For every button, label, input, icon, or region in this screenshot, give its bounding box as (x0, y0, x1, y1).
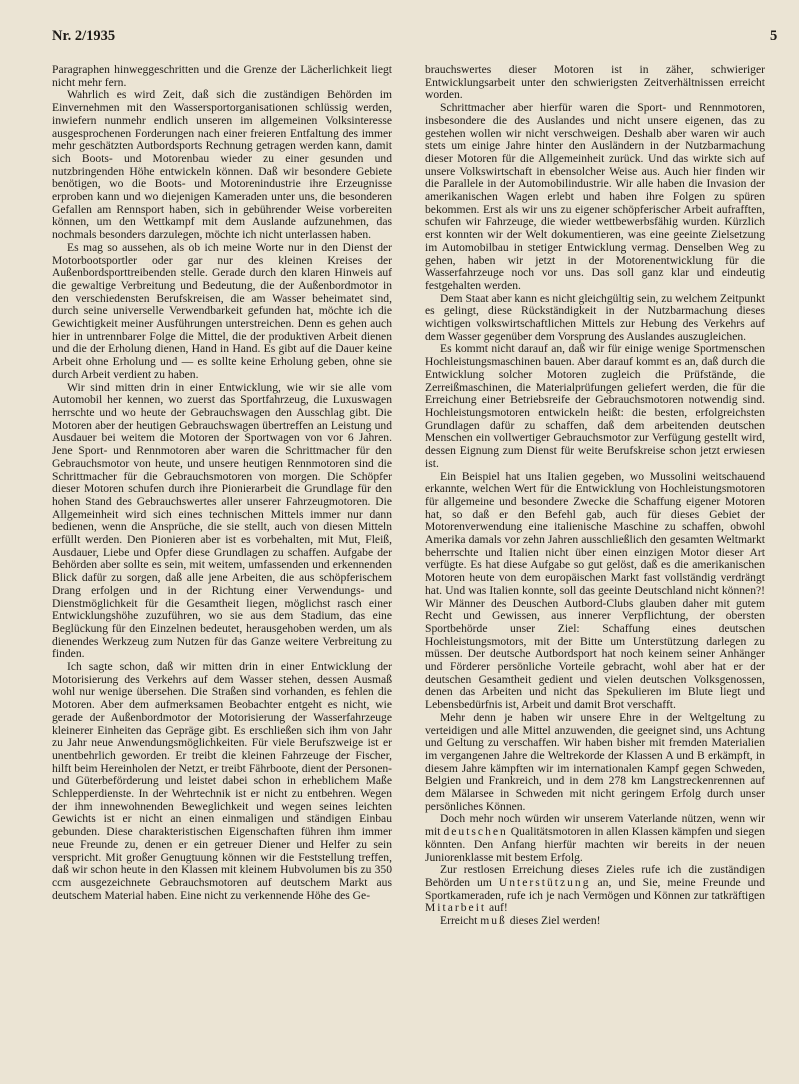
closing-paragraph-2: Zur restlosen Erreichung dieses Zieles rufe ich die zuständigen Behörden um Unterstützung an, und Sie, meine Freunde und Sportkameraden, rufe ich je nach Vermögen und Können zur tatkräftigen Mitarbeit auf! (425, 863, 766, 915)
paragraph: Ich sagte schon, daß wir mitten drin in einer Entwicklung der Motorisierung des Verkehrs auf dem Wasser stehen, dessen Ausmaß wohl nur wenige übersehen. Die Straßen sind vorhanden, es fehlen die Motoren. Aber dem aufmerksamen Beobachter entgeht es nicht, wie gerade der Außenbordmotor der Motorisierung der Wasserfahrzeuge kleinerer Einheiten das Gepräge gibt. Es erschließen sich ihm von Jahr zu Jahr neue Anwendungsmöglichkeiten. Für viele Berufszweige ist er unentbehrlich geworden. Er treibt die kleinen Fahrzeuge der Fischer, hilft beim Hereinholen der Netzt, er treibt Fährboote, dient der Personen- und Güterbeförderung und leistet dabei schon in erheblichem Maße Schlepperdienste. In der Wehrtechnik ist er nicht zu entbehren. Wegen der ihm innewohnenden Beweglichkeit und wegen seines leichten Gewichts ist er nicht an einen einmaligen und ständigen Einbau gebunden. Diese charakteristischen Eigenschaften führen ihm immer neue Freunde zu, denen er ein getreuer Diener und Helfer zu sein verspricht. Mit großer Genugtuung können wir die Feststellung treffen, daß wir schon heute in den Klassen mit kleinem Hubvolumen bis zu 350 ccm ausgezeichnete Gebrauchsmotoren auf deutschem Markt aus deutschem Material haben. Eine nicht zu verkennende Höhe des Ge- (52, 660, 392, 902)
issue-number: Nr. 2/1935 (52, 28, 116, 44)
emphasis: deutschen (443, 825, 508, 839)
paragraph: Mehr denn je haben wir unsere Ehre in der Weltgeltung zu verteidigen und alle Mittel anzuwenden, die geeignet sind, uns Achtung und Geltung zu verschaffen. Wir haben bisher mit fremden Materialien im vergangenen Jahre die Weltrekorde der Klassen A und B erkämpft, in diesem Jahre kämpften wir im internationalen Kampf gegen Schweden, Belgien und Frankreich, und in dem 278 km Langstreckenrennen auf dem Mälarsee in Schweden mit nicht geringem Erfolg durch unser persönliches Können. (425, 710, 765, 813)
closing-paragraph-3: Erreicht muß dieses Ziel werden! (440, 914, 601, 928)
closing-paragraph-1: Doch mehr noch würden wir unserem Vaterlande nützen, wenn wir mit deutschen Qualitätsmotoren in allen Klassen kämpfen und siegen könnten. Den Anfang hierfür machten wir bereits in der neuen Juniorenklasse mit bestem Erfolg. (425, 812, 766, 864)
paragraph: Dem Staat aber kann es nicht gleichgültig sein, zu welchem Zeitpunkt es gelingt, diese Rückständigkeit in der Nutzbarmachung dieses wichtigen volkswirtschaftlichen Mittels zur Hebung des Verkehrs auf dem Wasser gegenüber dem Vorsprung des Auslandes auszugleichen. (425, 291, 765, 343)
page-number: 5 (770, 28, 778, 44)
right-column (425, 64, 765, 928)
paragraph: Paragraphen hinweggeschritten und die Grenze der Lächerlichkeit liegt nicht mehr fern. (52, 63, 392, 89)
paragraph: brauchswertes dieser Motoren ist in zäher, schwieriger Entwicklungsarbeit unter den schwierigsten Zeitverhältnissen erreicht worden. (425, 63, 765, 102)
paragraph: Wir sind mitten drin in einer Entwicklung, wie wir sie alle vom Automobil her kennen, wo zuerst das Sportfahrzeug, die Luxuswagen herrschte und wo heute der Gebrauchswagen den Ausschlag gibt. Die Motoren aber der heutigen Gebrauchswagen übertreffen an Leistung und Ausdauer bei weitem die Motoren der Sportwagen von vor 6 Jahren. Jene Sport- und Rennmotoren aber waren die Schrittmacher für den Gebrauchsmotor von heute, und unsere heutigen Rennmotoren sind die Schrittmacher für die Gebrauchsmotoren von morgen. Die Schöpfer dieser Motoren schufen durch ihre Pionierarbeit die Grundlage für den hohen Stand des Gebrauchswertes aller unserer Fahrzeugmotoren. Die Allgemeinheit wird sich eines technischen Mittels immer nur dann bedienen, wenn die Ansprüche, die sie stellt, auch von diesen Mitteln erfüllt werden. Den Pionieren aber ist es vorbehalten, mit Mut, Fleiß, Ausdauer, Liebe und Opfer diese Grundlagen zu schaffen. Aufgabe der Behörden aber sollte es sein, mit weitem, umfassenden und erkennenden Blick dafür zu sorgen, daß alle jene Arbeiten, die aus schöpferischem Drang erfolgen und in der Richtung einer Verwendungs- und Dienstmöglichkeit für die Gesamtheit liegen, möglichst rasch einer Entwicklungshöhe zuzuführen, wo sie aus dem Stadium, das eine Beglückung für den Einzelnen bedeutet, herausgehoben werden, um als dienendes Werkzeug zum Nutzen für das Ganze weitere Verbreitung zu finden. (52, 380, 392, 661)
emphasis: Unterstützung (498, 876, 591, 889)
paragraph: Ein Beispiel hat uns Italien gegeben, wo Mussolini weitschauend erkannte, welchen Wert für die Entwicklung von Hochleistungsmotoren für allgemeine und besondere Zwecke die Schaffung eigener Motoren hat, so daß er den Befehl gab, auch für dieses Gebiet der Motorenverwendung eine italienische Maschine zu schaffen, obwohl Amerika damals vor zehn Jahren ausschließlich den gesamten Weltmarkt beherrschte und Italien nicht über einen einzigen Motor dieser Art verfügte. Es hat diese Aufgabe so gut gelöst, daß es die amerikanischen Motoren heute von dem europäischen Markt fast vollständig verdrängt hat. Und was Italien konnte, soll das geeinte Deutschland nicht können?! Wir Männer des Deuschen Autbord-Clubs glauben daher mit gutem Recht und Gewissen, aus innerer Verpflichtung, der obersten Sportbehörde unser Ziel: Schaffung eines deutschen Hochleistungsmotors, mit der Bitte um Unterstützung darlegen zu müssen. Der deutsche Autbordsport hat noch keinem seiner Anhänger und Förderer persönliche Vorteile gebracht, wohl aber hat er der deutschen Gesamtheit gedient und vielen deutschen Volksgenossen, denen das Arbeiten und nicht das Spekulieren im Blute liegt und Lebensbedürfnis ist, Arbeit und damit Brot verschafft. (425, 469, 765, 712)
left-column (52, 64, 392, 902)
emphasis: muß (480, 914, 507, 928)
paragraph: Es kommt nicht darauf an, daß wir für einige wenige Sportmenschen Hochleistungsmaschinen bauen. Aber darauf kommt es an, daß durch die Entwicklung solcher Motoren zugleich die Prüfstände, die Zerreißmaschinen, die Materialprüfungen geliefert werden, die für die Erreichung einer Betriebsreife der Gebrauchsmotoren notwendig sind. Hochleistungsmotoren entwickeln heißt: die besten, erfolgreichsten Grundlagen dafür zu schaffen, daß dem arbeitenden deutschen Menschen ein vollwertiger Gebrauchsmotor zur Verfügung gestellt wird, dessen Eignung zum Dienst für weite Berufskreise schon jetzt erwiesen ist. (425, 342, 765, 470)
paragraph: Es mag so aussehen, als ob ich meine Worte nur in den Dienst der Motorbootsportler oder gar nur des kleinen Kreises der Außenbordsporttreibenden stelle. Gerade durch den klaren Hinweis auf die gewaltige Verbreitung und Bedeutung, die der Außenbordmotor in den verschiedensten Berufskreisen, die am Wasser beheimatet sind, durch seine universelle Verwendbarkeit gefunden hat, möchte ich die Gewichtigkeit meiner Ausführungen unterstreichen. Denn es gehen auch hier in untrennbarer Folge die Mittel, die der produktiven Arbeit dienen und die der Erholung dienen, Hand in Hand. Es gibt auf die Dauer keine Arbeit ohne Erholung und — es sollte keine Erholung geben, ohne sie durch Arbeit verdient zu haben. (52, 240, 392, 381)
paragraph: Schrittmacher aber hierfür waren die Sport- und Rennmotoren, insbesondere die des Auslandes und nicht unsere eigenen, das zu gestehen wollen wir nicht verschweigen. Deshalb aber waren wir auch stets um einige Jahre hinter den Ausländern in der Nutzbarmachung dieser Motoren für die Allgemeinheit zurück. Und das wirkte sich auf unsere Volkswirtschaft in ebensolcher Weise aus. Auch hier finden wir die Parallele in der Automobilindustrie. Wir alle haben die Invasion der amerikanischen Wagen erlebt und haben ihre Folgen zu spüren bekommen. Erst als wir uns zu eigener schöpferischer Arbeit aufrafften, schufen wir Fahrzeuge, die wieder wettbewerbsfähig wurden. Kürzlich erst konnten wir der Welt dokumentieren, was eine geeinte Zielsetzung im Automobilbau in stetiger Entwicklung vermag. Denselben Weg zu gehen, haben wir jetzt in der Motorenentwicklung für die Wasserfahrzeuge noch vor uns. Das soll ganz klar und eindeutig festgehalten werden. (425, 101, 765, 292)
paragraph: Wahrlich es wird Zeit, daß sich die zuständigen Behörden im Einvernehmen mit den Wassersportorganisationen schlüssig werden, inwiefern nunmehr endlich unseren im allgemeinen Volksinteresse ausgesprochenen Forderungen nach einer freieren Entfaltung des immer mehr geschätzten Autbordsports Rechnung getragen werden kann, damit sich Boots- und Motorenbau wieder zu einer gesunden und nutzbringenden Höhe entwickeln können. Daß wir besondere Gebiete benötigen, wo die Boots- und Motorenindustrie ihre Erzeugnisse erproben kann und wo diejenigen Kameraden unter uns, die besonderen Gefallen am Rennsport haben, sich in gebührender Weise vorbereiten können, um den Wettkampf mit dem Auslande aufzunehmen, das nochmals besonders darzulegen, möchte ich nicht unterlassen haben. (52, 88, 392, 242)
emphasis: Mitarbeit (425, 901, 487, 915)
